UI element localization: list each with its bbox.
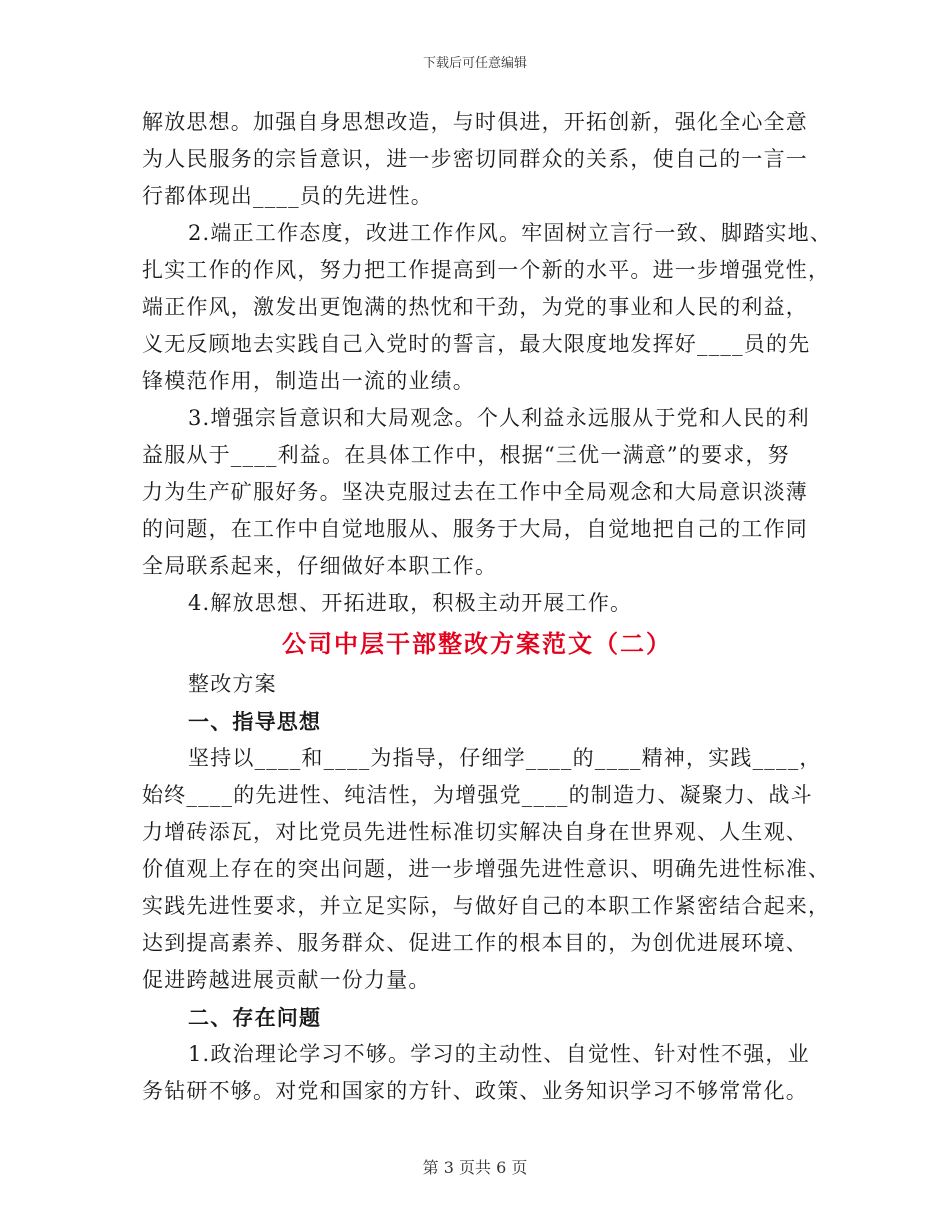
section-heading-guide: 一、指导思想 bbox=[188, 709, 322, 734]
text-line: 价值观上存在的突出问题，进一步增强先进性意识、明确先进性标准、 bbox=[142, 857, 831, 881]
section-heading-problems: 二、存在问题 bbox=[188, 1005, 322, 1030]
text-line: 端正作风，激发出更饱满的热忱和干劲，为党的事业和人民的利益， bbox=[142, 295, 808, 319]
text-line: 1.政治理论学习不够。学习的主动性、自觉性、针对性不强，业 bbox=[188, 1042, 810, 1066]
text-line: 锋模范作用，制造出一流的业绩。 bbox=[142, 369, 475, 393]
document-body bbox=[142, 104, 833, 1110]
paragraph-guide bbox=[142, 740, 831, 999]
text-line: 义无反顾地去实践自己入党时的誓言，最大限度地发挥好____员的先 bbox=[142, 332, 811, 356]
text-line: 实践先进性要求，并立足实际，与做好自己的本职工作紧密结合起来， bbox=[142, 894, 831, 918]
document-subtitle: 整改方案 bbox=[188, 672, 277, 696]
paragraph-item-4: 4.解放思想、开拓进取，积极主动开展工作。 bbox=[188, 591, 633, 615]
text-line: 解放思想。加强自身思想改造，与时俱进，开拓创新，强化全心全意 bbox=[142, 110, 808, 134]
page-header: 下载后可任意编辑 bbox=[422, 56, 527, 71]
text-line: 达到提高素养、服务群众、促进工作的根本目的，为创优进展环境、 bbox=[142, 931, 808, 955]
text-line: 坚持以____和____为指导，仔细学____的____精神，实践____， bbox=[188, 746, 822, 770]
text-line: 全局联系起来，仔细做好本职工作。 bbox=[142, 554, 498, 578]
text-line: 益服从于____利益。在具体工作中，根据“三优一满意”的要求，努 bbox=[142, 443, 790, 467]
text-line: 力为生产矿服好务。坚决克服过去在工作中全局观念和大局意识淡薄 bbox=[142, 480, 808, 504]
text-line: 扎实工作的作风，努力把工作提高到一个新的水平。进一步增强党性， bbox=[142, 258, 831, 282]
text-line: 3.增强宗旨意识和大局观念。个人利益永远服从于党和人民的利 bbox=[188, 406, 810, 430]
text-line: 力增砖添瓦，对比党员先进性标准切实解决自身在世界观、人生观、 bbox=[142, 820, 808, 844]
text-line: 促进跨越进展贡献一份力量。 bbox=[142, 968, 431, 992]
page-footer: 第 3 页共 6 页 bbox=[422, 1158, 528, 1177]
paragraph-problem-1 bbox=[142, 1036, 812, 1110]
text-line: 行都体现出____员的先进性。 bbox=[142, 184, 433, 208]
text-line: 的问题，在工作中自觉地服从、服务于大局，自觉地把自己的工作同 bbox=[142, 517, 808, 541]
text-line: 2.端正工作态度，改进工作作风。牢固树立言行一致、脚踏实地、 bbox=[188, 221, 833, 245]
paragraph-continuation bbox=[142, 104, 812, 215]
text-line: 始终____的先进性、纯洁性，为增强党____的制造力、凝聚力、战斗 bbox=[142, 783, 813, 807]
text-line: 务钻研不够。对党和国家的方针、政策、业务知识学习不够常常化。 bbox=[142, 1079, 808, 1103]
text-line: 为人民服务的宗旨意识，进一步密切同群众的关系，使自己的一言一 bbox=[142, 147, 808, 171]
paragraph-item-3 bbox=[142, 400, 812, 585]
document-title: 公司中层干部整改方案范文（二） bbox=[282, 629, 672, 658]
paragraph-item-2 bbox=[142, 215, 833, 400]
